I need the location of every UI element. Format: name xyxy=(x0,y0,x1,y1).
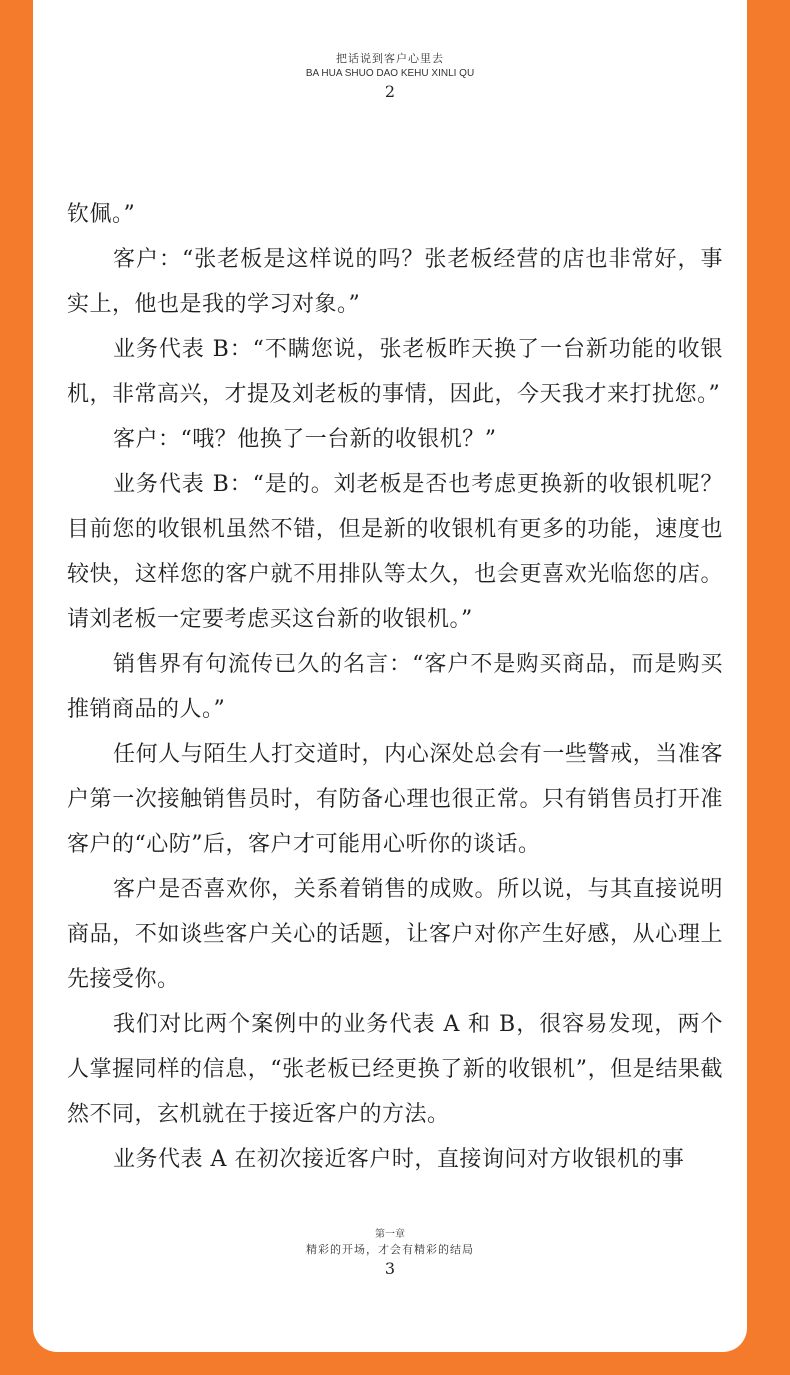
book-page xyxy=(33,0,747,1352)
running-footer xyxy=(33,1228,747,1278)
paragraph: 业务代表 A 在初次接近客户时，直接询问对方收银机的事 xyxy=(113,1147,685,1172)
footer-page-number: 3 xyxy=(384,1259,396,1278)
paragraph: 我们对比两个案例中的业务代表 A 和 B，很容易发现，两个人掌握同样的信息，“张老板已经更换了新的收银机”，但是结果截然不同，玄机就在于接近客户的方法。 xyxy=(67,1012,723,1127)
paragraph: 业务代表 B：“是的。刘老板是否也考虑更换新的收银机呢？目前您的收银机虽然不错，但是新的收银机有更多的功能，速度也较快，这样您的客户就不用排队等太久，也会更喜欢光临您的店。请刘老板一定要考虑买这台新的收银机。” xyxy=(67,472,723,632)
chapter-label: 第一章 xyxy=(375,1229,405,1240)
header-page-number: 2 xyxy=(384,82,396,101)
chapter-title: 精彩的开场，才会有精彩的结局 xyxy=(306,1243,474,1256)
book-title-pinyin: BA HUA SHUO DAO KEHU XINLI QU xyxy=(305,68,475,79)
paragraph: 业务代表 B：“不瞒您说，张老板昨天换了一台新功能的收银机，非常高兴，才提及刘老板的事情，因此，今天我才来打扰您。” xyxy=(67,337,723,407)
body-text xyxy=(67,192,723,1182)
book-title: 把话说到客户心里去 xyxy=(336,52,444,65)
paragraph: 客户：“哦？他换了一台新的收银机？” xyxy=(113,427,497,452)
paragraph: 客户：“张老板是这样说的吗？张老板经营的店也非常好，事实上，他也是我的学习对象。” xyxy=(67,247,723,317)
running-header xyxy=(33,52,747,101)
paragraph: 销售界有句流传已久的名言：“客户不是购买商品，而是购买推销商品的人。” xyxy=(67,652,723,722)
paragraph: 钦佩。” xyxy=(67,202,136,227)
paragraph: 客户是否喜欢你，关系着销售的成败。所以说，与其直接说明商品，不如谈些客户关心的话题，让客户对你产生好感，从心理上先接受你。 xyxy=(67,877,723,992)
paragraph: 任何人与陌生人打交道时，内心深处总会有一些警戒，当准客户第一次接触销售员时，有防备心理也很正常。只有销售员打开准客户的“心防”后，客户才可能用心听你的谈话。 xyxy=(67,742,723,857)
